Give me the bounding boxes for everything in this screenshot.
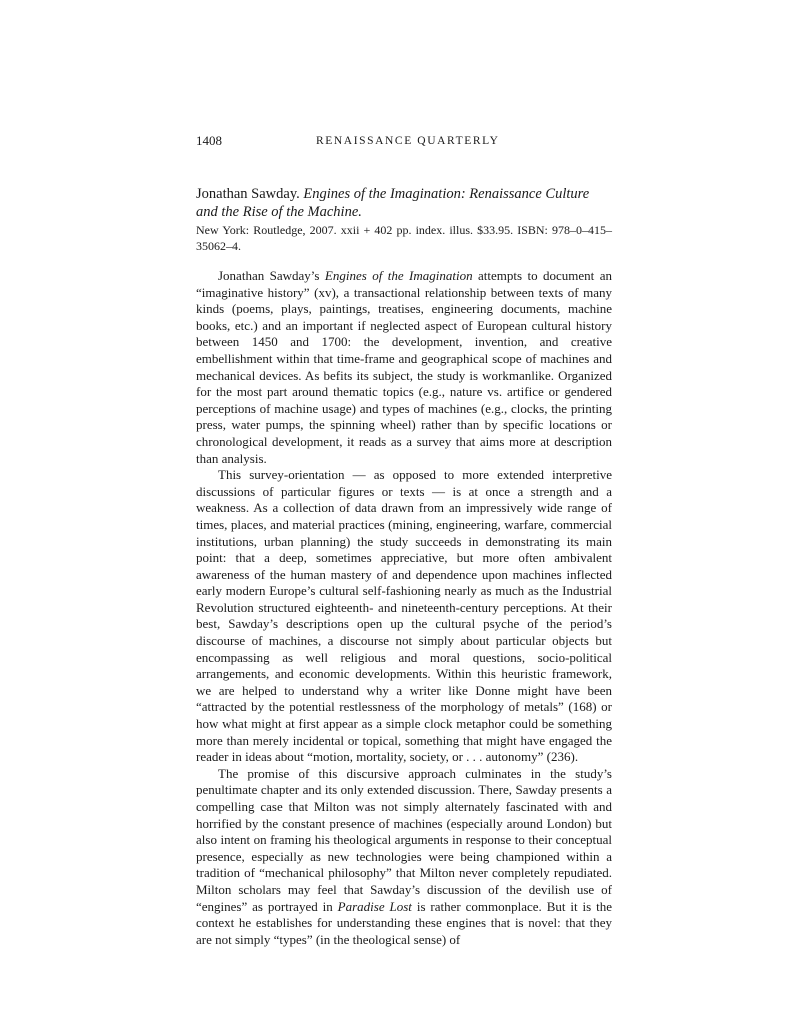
paragraph-1: Jonathan Sawday’s Engines of the Imagination attempts to document an “imaginative history” (xv), a transactional relationship between texts of many kinds (poems, plays, paintings, treatises, engineering documents, machine books, etc.) and an important if neglected aspect of European cultural history between 1450 and 1700: the development, invention, and creative embellishment within that time-frame and geographical scope of machines and mechanical devices. As befits its subject, the study is workmanlike. Organized for the most part around thematic topics (e.g., nature vs. artifice or gendered perceptions of machine usage) and types of machines (e.g., clocks, the printing press, water pumps, the spinning wheel) rather than by specific locations or chronological development, it reads as a survey that aims more at description than analysis. [196,268,612,466]
journal-title: RENAISSANCE QUARTERLY [316,135,500,147]
book-author: Jonathan Sawday. [196,186,300,202]
review-heading [196,185,612,221]
paragraph-2: This survey-orientation — as opposed to more extended interpretive discussions of particular figures or texts — is at once a strength and a weakness. As a collection of data drawn from an impressively wide range of times, places, and material practices (mining, engineering, warfare, commercial institutions, urban planning) the study succeeds in demonstrating its main point: that a deep, sometimes appreciative, but more often ambivalent awareness of the human mastery of and dependence upon machines inflected early modern Europe’s cultural self-fashioning nearly as much as the Industrial Revolution structured eighteenth- and nineteenth-century perceptions. At their best, Sawday’s descriptions open up the cultural psyche of the period’s discourse of machines, a discourse not simply about particular objects but encompassing as well religious and moral questions, socio-political arrangements, and economic developments. Within this heuristic framework, we are helped to understand why a writer like Donne might have been “attracted by the potential restlessness of the morphology of metals” (168) or how what might at first appear as a simple clock metaphor could be something more than merely incidental or topical, something that might have engaged the reader in ideas about “motion, mortality, society, or . . . autonomy” (236). [196,467,612,765]
book-title: Engines of the Imagination: Renaissance Culture and the Rise of the Machine. [196,186,590,220]
review-body [196,268,612,948]
page-number: 1408 [196,133,222,148]
publication-info: New York: Routledge, 2007. xxii + 402 pp. index. illus. $33.95. ISBN: 978–0–415–35062–4. [196,223,612,253]
paragraph-3: The promise of this discursive approach culminates in the study’s penultimate chapter and its only extended discussion. There, Sawday presents a compelling case that Milton was not simply alternately fascinated with and horrified by the constant presence of machines (especially around London) but also intent on framing his theological arguments in response to their conceptual presence, especially as new technologies were being championed within a tradition of “mechanical philosophy” that Milton never completely repudiated. Milton scholars may feel that Sawday’s discussion of the devilish use of “engines” as portrayed in Paradise Lost is rather commonplace. But it is the context he establishes for understanding these engines that is novel: that they are not simply “types” (in the theological sense) of [196,765,612,947]
book-review [196,185,612,948]
